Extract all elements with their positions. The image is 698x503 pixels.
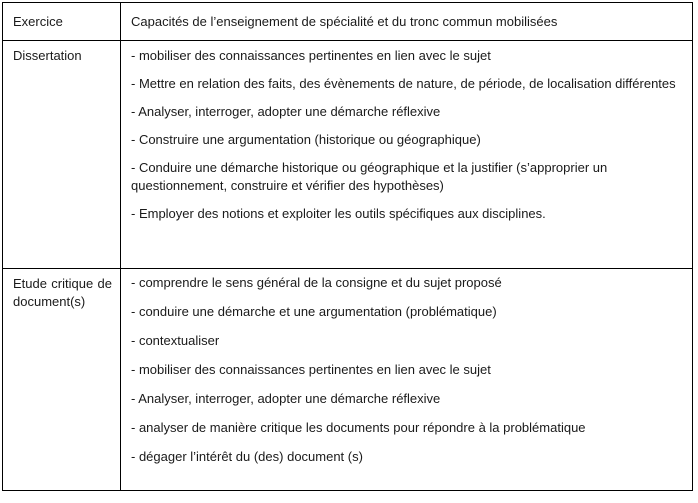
list-item: - Analyser, interroger, adopter une démarche réflexive <box>131 391 441 406</box>
row-label-dissertation: Dissertation <box>13 48 82 63</box>
row-items-cell <box>121 269 693 491</box>
header-capacites: Capacités de l’enseignement de spécialité et du tronc commun mobilisées <box>131 14 558 29</box>
list-item: - comprendre le sens général de la consigne et du sujet proposé <box>131 275 502 290</box>
table-header-row <box>3 3 693 41</box>
row-label-etude-critique: Etude critique de document(s) <box>13 276 112 309</box>
list-item: - contextualiser <box>131 333 220 348</box>
row-label-cell <box>3 269 121 491</box>
row-items-cell <box>121 41 693 269</box>
list-item: - Mettre en relation des faits, des évènements de nature, de période, de localisation différentes <box>131 76 676 91</box>
header-cell-exercice <box>3 3 121 41</box>
list-item: - Analyser, interroger, adopter une démarche réflexive <box>131 104 441 119</box>
list-item: - conduire une démarche et une argumentation (problématique) <box>131 304 497 319</box>
header-cell-capacites <box>121 3 693 41</box>
list-item: - mobiliser des connaissances pertinentes en lien avec le sujet <box>131 362 491 377</box>
list-item: - Conduire une démarche historique ou géographique et la justifier (s’approprier un questionnement, construire et vérifier des hypothèses) <box>131 160 608 193</box>
list-item: - Employer des notions et exploiter les outils spécifiques aux disciplines. <box>131 206 546 221</box>
list-item: - dégager l’intérêt du (des) document (s) <box>131 449 363 464</box>
table-row <box>3 269 693 491</box>
row-label-cell <box>3 41 121 269</box>
list-item: - Construire une argumentation (historique ou géographique) <box>131 132 481 147</box>
list-item: - mobiliser des connaissances pertinentes en lien avec le sujet <box>131 48 491 63</box>
header-exercice: Exercice <box>13 14 63 29</box>
list-item: - analyser de manière critique les documents pour répondre à la problématique <box>131 420 586 435</box>
capacities-table <box>2 2 693 491</box>
table-row <box>3 41 693 269</box>
